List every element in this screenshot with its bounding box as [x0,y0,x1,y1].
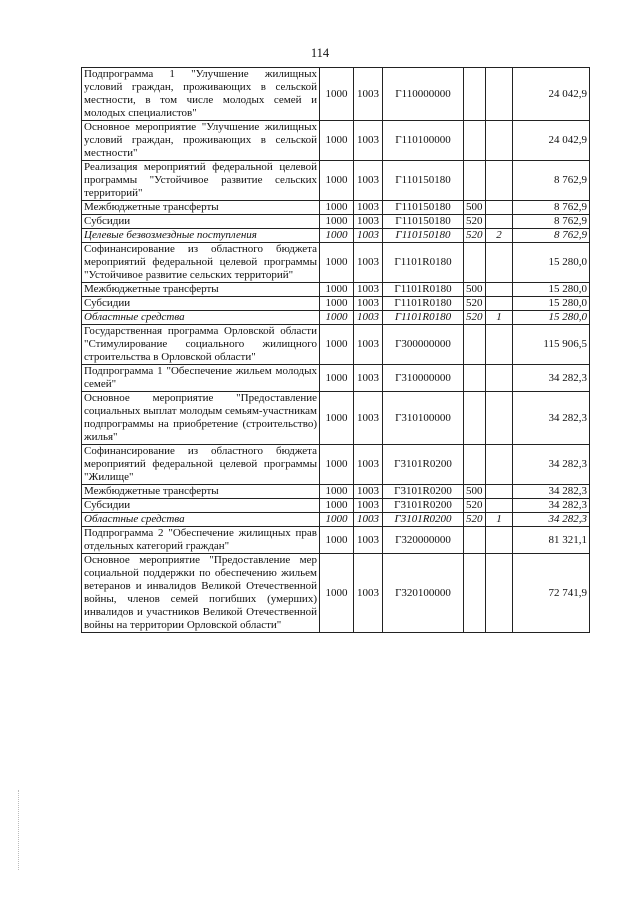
expense-type-cell: 520 [464,311,486,325]
section-code-cell: 1000 [320,215,354,229]
target-article-cell: Г1101R0180 [383,243,464,283]
row-name-cell: Межбюджетные трансферты [82,201,320,215]
expense-type-cell: 520 [464,513,486,527]
expense-type-cell: 500 [464,201,486,215]
expense-type-cell: 520 [464,499,486,513]
target-article-cell: Г310100000 [383,392,464,445]
table-row [82,499,590,513]
funding-source-cell [486,445,513,485]
table-row [82,311,590,325]
section-code-cell: 1000 [320,243,354,283]
funding-source-cell [486,201,513,215]
row-name-cell: Государственная программа Орловской области "Стимулирование социального жилищного строительства в Орловской области" [82,325,320,365]
expense-type-cell [464,68,486,121]
funding-source-cell: 1 [486,513,513,527]
expense-type-cell [464,325,486,365]
expense-type-cell [464,121,486,161]
funding-source-cell [486,161,513,201]
row-name-cell: Субсидии [82,499,320,513]
subsection-code-cell: 1003 [354,513,383,527]
table-row [82,161,590,201]
table-row [82,201,590,215]
subsection-code-cell: 1003 [354,365,383,392]
table-row [82,215,590,229]
target-article-cell: Г320100000 [383,554,464,633]
section-code-cell: 1000 [320,201,354,215]
target-article-cell: Г3101R0200 [383,499,464,513]
row-name-cell: Межбюджетные трансферты [82,283,320,297]
section-code-cell: 1000 [320,485,354,499]
funding-source-cell [486,527,513,554]
funding-source-cell [486,121,513,161]
expense-type-cell: 520 [464,215,486,229]
expense-type-cell: 500 [464,283,486,297]
budget-table [81,67,590,633]
table-row [82,243,590,283]
amount-cell: 24 042,9 [513,68,590,121]
table-row [82,229,590,243]
target-article-cell: Г1101R0180 [383,283,464,297]
section-code-cell: 1000 [320,513,354,527]
amount-cell: 15 280,0 [513,283,590,297]
expense-type-cell [464,554,486,633]
amount-cell: 8 762,9 [513,201,590,215]
expense-type-cell [464,392,486,445]
table-row [82,325,590,365]
target-article-cell: Г110150180 [383,161,464,201]
row-name-cell: Областные средства [82,513,320,527]
section-code-cell: 1000 [320,311,354,325]
row-name-cell: Подпрограмма 1 "Обеспечение жильем молодых семей" [82,365,320,392]
row-name-cell: Межбюджетные трансферты [82,485,320,499]
section-code-cell: 1000 [320,229,354,243]
subsection-code-cell: 1003 [354,68,383,121]
row-name-cell: Реализация мероприятий федеральной целевой программы "Устойчивое развитие сельских территорий" [82,161,320,201]
table-row [82,445,590,485]
funding-source-cell [486,283,513,297]
row-name-cell: Основное мероприятие "Предоставление социальных выплат молодым семьям-участникам подпрограммы на приобретение (строительство) жилья" [82,392,320,445]
row-name-cell: Подпрограмма 1 "Улучшение жилищных условий граждан, проживающих в сельской местности, в том числе молодых семей и молодых специалистов" [82,68,320,121]
amount-cell: 34 282,3 [513,392,590,445]
table-row [82,283,590,297]
expense-type-cell: 500 [464,485,486,499]
funding-source-cell [486,499,513,513]
funding-source-cell [486,243,513,283]
target-article-cell: Г1101R0180 [383,311,464,325]
subsection-code-cell: 1003 [354,527,383,554]
subsection-code-cell: 1003 [354,297,383,311]
row-name-cell: Подпрограмма 2 "Обеспечение жилищных прав отдельных категорий граждан" [82,527,320,554]
funding-source-cell [486,485,513,499]
target-article-cell: Г300000000 [383,325,464,365]
funding-source-cell [486,392,513,445]
target-article-cell: Г3101R0200 [383,485,464,499]
table-row [82,365,590,392]
amount-cell: 34 282,3 [513,513,590,527]
row-name-cell: Основное мероприятие "Улучшение жилищных условий граждан, проживающих в сельской местности" [82,121,320,161]
target-article-cell: Г110150180 [383,229,464,243]
expense-type-cell [464,445,486,485]
expense-type-cell [464,365,486,392]
table-row [82,527,590,554]
subsection-code-cell: 1003 [354,499,383,513]
target-article-cell: Г110000000 [383,68,464,121]
budget-table-body [82,68,590,633]
amount-cell: 34 282,3 [513,365,590,392]
section-code-cell: 1000 [320,527,354,554]
funding-source-cell [486,554,513,633]
target-article-cell: Г110150180 [383,201,464,215]
amount-cell: 34 282,3 [513,485,590,499]
expense-type-cell: 520 [464,229,486,243]
target-article-cell: Г3101R0200 [383,445,464,485]
target-article-cell: Г110150180 [383,215,464,229]
amount-cell: 8 762,9 [513,229,590,243]
section-code-cell: 1000 [320,499,354,513]
section-code-cell: 1000 [320,554,354,633]
table-row [82,297,590,311]
table-row [82,392,590,445]
amount-cell: 8 762,9 [513,215,590,229]
amount-cell: 34 282,3 [513,499,590,513]
section-code-cell: 1000 [320,283,354,297]
section-code-cell: 1000 [320,297,354,311]
funding-source-cell [486,68,513,121]
section-code-cell: 1000 [320,68,354,121]
row-name-cell: Субсидии [82,215,320,229]
table-row [82,513,590,527]
amount-cell: 15 280,0 [513,243,590,283]
expense-type-cell: 520 [464,297,486,311]
target-article-cell: Г310000000 [383,365,464,392]
expense-type-cell [464,161,486,201]
subsection-code-cell: 1003 [354,283,383,297]
scan-edge-marks [18,790,21,870]
amount-cell: 15 280,0 [513,297,590,311]
subsection-code-cell: 1003 [354,201,383,215]
table-row [82,485,590,499]
row-name-cell: Областные средства [82,311,320,325]
subsection-code-cell: 1003 [354,485,383,499]
funding-source-cell [486,297,513,311]
funding-source-cell [486,325,513,365]
table-row [82,121,590,161]
row-name-cell: Субсидии [82,297,320,311]
page-number: 114 [310,46,330,60]
amount-cell: 15 280,0 [513,311,590,325]
funding-source-cell [486,365,513,392]
row-name-cell: Целевые безвозмездные поступления [82,229,320,243]
subsection-code-cell: 1003 [354,121,383,161]
subsection-code-cell: 1003 [354,311,383,325]
subsection-code-cell: 1003 [354,215,383,229]
row-name-cell: Софинансирование из областного бюджета мероприятий федеральной целевой программы "Устойчивое развитие сельских территорий" [82,243,320,283]
expense-type-cell [464,243,486,283]
section-code-cell: 1000 [320,121,354,161]
funding-source-cell [486,215,513,229]
amount-cell: 8 762,9 [513,161,590,201]
target-article-cell: Г110100000 [383,121,464,161]
subsection-code-cell: 1003 [354,445,383,485]
amount-cell: 72 741,9 [513,554,590,633]
target-article-cell: Г3101R0200 [383,513,464,527]
subsection-code-cell: 1003 [354,161,383,201]
funding-source-cell: 2 [486,229,513,243]
section-code-cell: 1000 [320,325,354,365]
table-row [82,68,590,121]
target-article-cell: Г320000000 [383,527,464,554]
row-name-cell: Софинансирование из областного бюджета мероприятий федеральной целевой программы "Жилище" [82,445,320,485]
row-name-cell: Основное мероприятие "Предоставление мер социальной поддержки по обеспечению жильем ветеранов и инвалидов Великой Отечественной войны, членов семей погибших (умерших) инвалидов и участников Великой Отечественной войны на территории Орловской области" [82,554,320,633]
subsection-code-cell: 1003 [354,392,383,445]
section-code-cell: 1000 [320,392,354,445]
expense-type-cell [464,527,486,554]
subsection-code-cell: 1003 [354,554,383,633]
table-row [82,554,590,633]
amount-cell: 24 042,9 [513,121,590,161]
amount-cell: 81 321,1 [513,527,590,554]
funding-source-cell: 1 [486,311,513,325]
section-code-cell: 1000 [320,161,354,201]
subsection-code-cell: 1003 [354,325,383,365]
subsection-code-cell: 1003 [354,243,383,283]
amount-cell: 115 906,5 [513,325,590,365]
target-article-cell: Г1101R0180 [383,297,464,311]
section-code-cell: 1000 [320,445,354,485]
subsection-code-cell: 1003 [354,229,383,243]
section-code-cell: 1000 [320,365,354,392]
amount-cell: 34 282,3 [513,445,590,485]
